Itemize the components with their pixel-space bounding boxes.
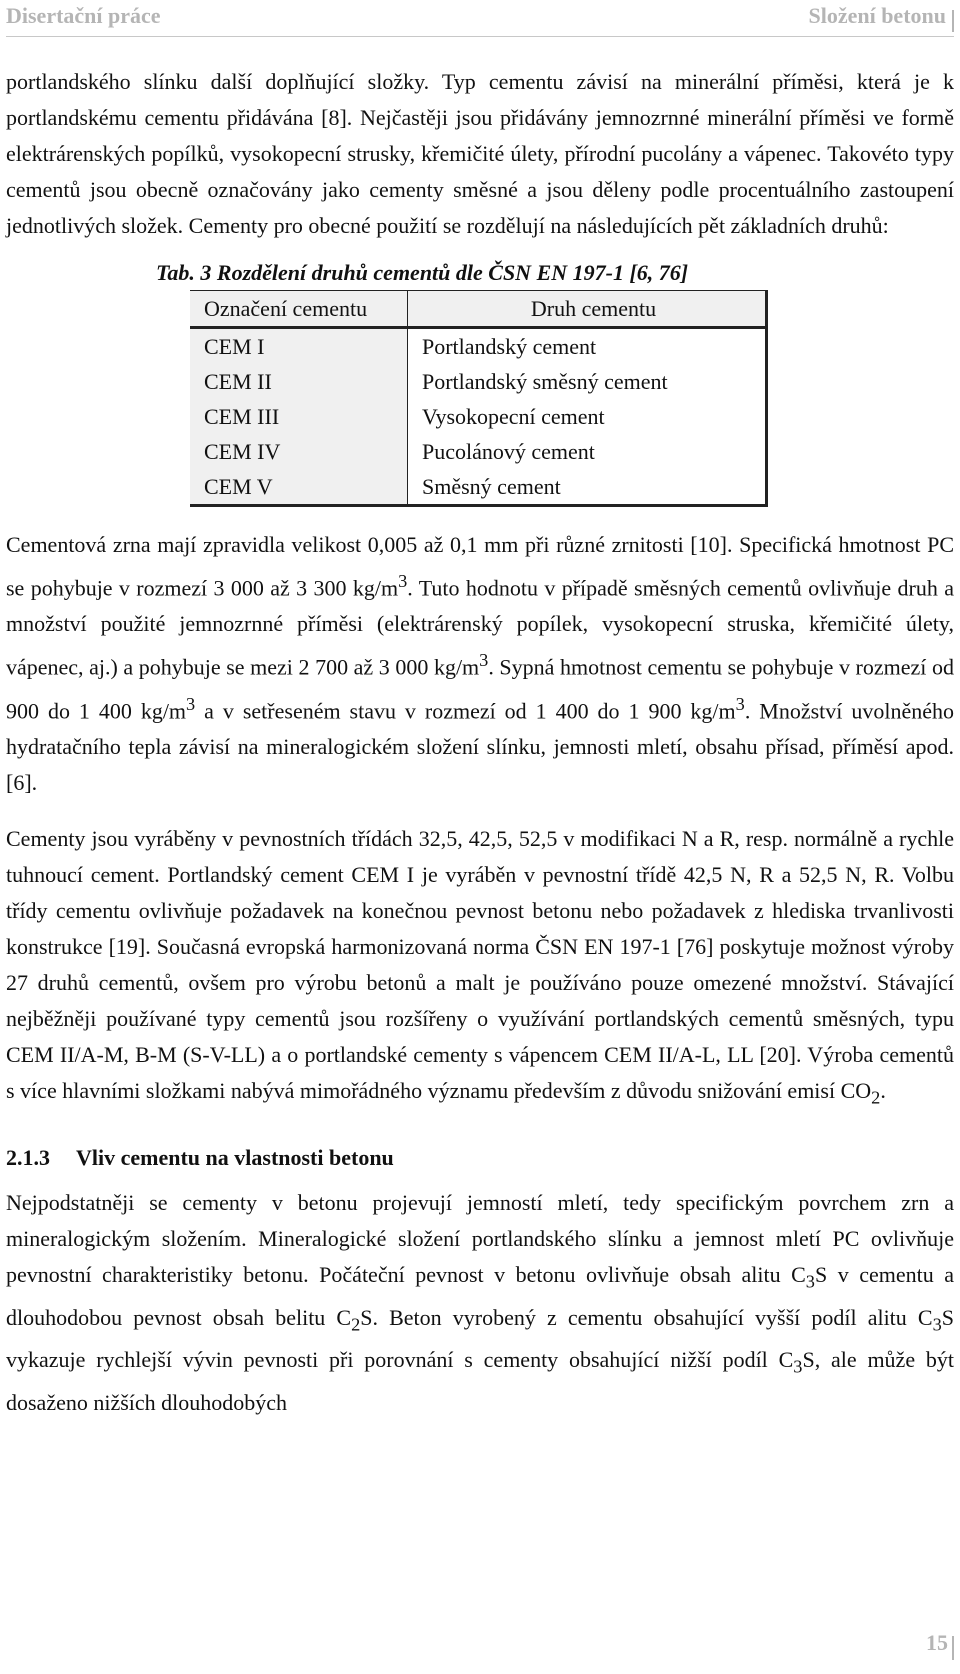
text-run: S v cementu a dlouhodobou pevnost obsah belitu C bbox=[6, 1262, 954, 1330]
paragraph-strength-classes bbox=[6, 821, 954, 1115]
table-cell-designation: CEM III bbox=[190, 399, 408, 434]
table-row bbox=[190, 364, 767, 399]
superscript: 3 bbox=[479, 650, 489, 671]
section-title: Vliv cementu na vlastnosti betonu bbox=[76, 1145, 394, 1171]
table-row bbox=[190, 328, 767, 365]
table-cell-type: Pucolánový cement bbox=[408, 434, 767, 469]
superscript: 3 bbox=[186, 693, 196, 714]
table-block bbox=[6, 258, 954, 507]
text-run: . Tuto hodnotu v případě směsných cementů ovlivňuje druh a množství použité jemnozrnné příměsi (elektrárenský popílek, vysokopecní struska, křemičité úlety, vápenec, aj.) a pohybuje se mezi 2 700 až 3 000 kg/m bbox=[6, 575, 954, 680]
paragraph-cement-types: portlandského slínku další doplňující složky. Typ cementu závisí na minerální příměsi, která je k portlandskému cementu přidávána [8]. Nejčastěji jsou přidávány jemnozrnné minerální příměsi ve formě elektrárenských popílků, vysokopecní strusky, křemičité úlety, přírodní pucolány a vápenec. Takovéto typy cementů jsou obecně označovány jako cementy směsné a jsou děleny podle procentuálního zastoupení jednotlivých složek. Cementy pro obecné použití se rozdělují na následujících pět základních druhů: bbox=[6, 69, 954, 238]
subscript: 2 bbox=[351, 1314, 361, 1335]
superscript: 3 bbox=[735, 693, 745, 714]
text-run: Cementová zrna mají zpravidla velikost 0,005 až 0,1 mm při různé zrnitosti [10]. Specifická hmotnost PC se pohybuje v rozmezí 3 000 až 3 300 kg/m bbox=[6, 532, 954, 601]
table-cell-type: Portlandský směsný cement bbox=[408, 364, 767, 399]
section-number: 2.1.3 bbox=[6, 1145, 50, 1171]
superscript: 3 bbox=[398, 571, 408, 591]
table-row bbox=[190, 399, 767, 434]
page-number: 15 bbox=[926, 1630, 948, 1655]
table-cell-type: Směsný cement bbox=[408, 469, 767, 506]
section-heading bbox=[6, 1143, 954, 1173]
header-cell-designation: Označení cementu bbox=[190, 291, 408, 328]
paragraph-cement-influence bbox=[6, 1185, 954, 1420]
table-cell-designation: CEM IV bbox=[190, 434, 408, 469]
subscript: 3 bbox=[805, 1271, 815, 1292]
body-text bbox=[6, 64, 954, 1421]
header-separator bbox=[952, 10, 954, 32]
running-header bbox=[6, 0, 954, 44]
subscript: 3 bbox=[932, 1314, 942, 1335]
header-right-title: Složení betonu bbox=[808, 3, 946, 28]
text-run: . bbox=[880, 1077, 886, 1103]
table-row bbox=[190, 434, 767, 469]
table-cell-designation: CEM V bbox=[190, 469, 408, 506]
text-run: Nejpodstatněji se cementy v betonu projevují jemností mletí, tedy specifickým povrchem zrn a mineralogickým složením. Mineralogické složení portlandského slínku a jemnost mletí PC ovlivňuje pevnostní charakteristiky betonu. Počáteční pevnost v betonu ovlivňuje obsah alitu C bbox=[6, 1190, 954, 1288]
header-left-title: Disertační práce bbox=[6, 3, 161, 28]
header-rule bbox=[6, 36, 954, 37]
table-cell-type: Portlandský cement bbox=[408, 328, 767, 365]
subscript: 2 bbox=[871, 1087, 881, 1108]
text-run: S vykazuje rychlejší vývin pevnosti při porovnání s cementy obsahující nižší podíl C bbox=[6, 1304, 954, 1373]
text-run: a v setřeseném stavu v rozmezí od 1 400 do 1 900 kg/m bbox=[195, 697, 736, 723]
subscript: 3 bbox=[793, 1356, 803, 1377]
table-row bbox=[190, 469, 767, 506]
cement-types-table bbox=[190, 290, 768, 507]
text-run: S. Beton vyrobený z cementu obsahující vyšší podíl alitu C bbox=[360, 1304, 933, 1330]
table-cell-type: Vysokopecní cement bbox=[408, 399, 767, 434]
text-run: . Sypná hmotnost cementu se pohybuje v rozmezí od 900 do 1 400 kg/m bbox=[6, 654, 954, 723]
text-run: Cementy jsou vyráběny v pevnostních třídách 32,5, 42,5, 52,5 v modifikaci N a R, resp. normálně a rychle tuhnoucí cement. Portlandský cement CEM I je vyráběn v pevnostní třídě 42,5 N, R a 52,5 N, R. Volbu třídy cementu ovlivňuje požadavek na konečnou pevnost betonu nebo požadavek z hlediska trvanlivosti konstrukce [19]. Současná evropská harmonizovaná norma ČSN EN 197-1 [76] poskytuje možnost výroby 27 druhů cementů, ovšem pro výrobu betonů a malt je používáno pouze omezené množství. Stávající nejběžněji používané typy cementů jsou rozšířeny o využívání portlandských cementů směsných, typu CEM II/A-M, B-M (S-V-LL) a o portlandské cementy s vápencem CEM II/A-L, LL [20]. Výroba cementů s více hlavními složkami nabývá mimořádného významu především z důvodu snižování emisí CO bbox=[6, 825, 954, 1103]
text-run: S, ale může být dosaženo nižších dlouhodobých bbox=[6, 1347, 954, 1415]
paragraph-cement-density bbox=[6, 527, 954, 801]
table-caption: Tab. 3 Rozdělení druhů cementů dle ČSN EN 197-1 [6, 76] bbox=[156, 260, 689, 285]
header-cell-type: Druh cementu bbox=[408, 291, 767, 328]
table-cell-designation: CEM I bbox=[190, 328, 408, 365]
table-header-row bbox=[190, 291, 767, 328]
table-cell-designation: CEM II bbox=[190, 364, 408, 399]
page-number-separator bbox=[952, 1636, 954, 1660]
text-run: . Množství uvolněného hydratačního tepla závisí na mineralogickém složení slínku, jemnosti mletí, obsahu přísad, příměsí apod. [6]. bbox=[6, 697, 954, 795]
